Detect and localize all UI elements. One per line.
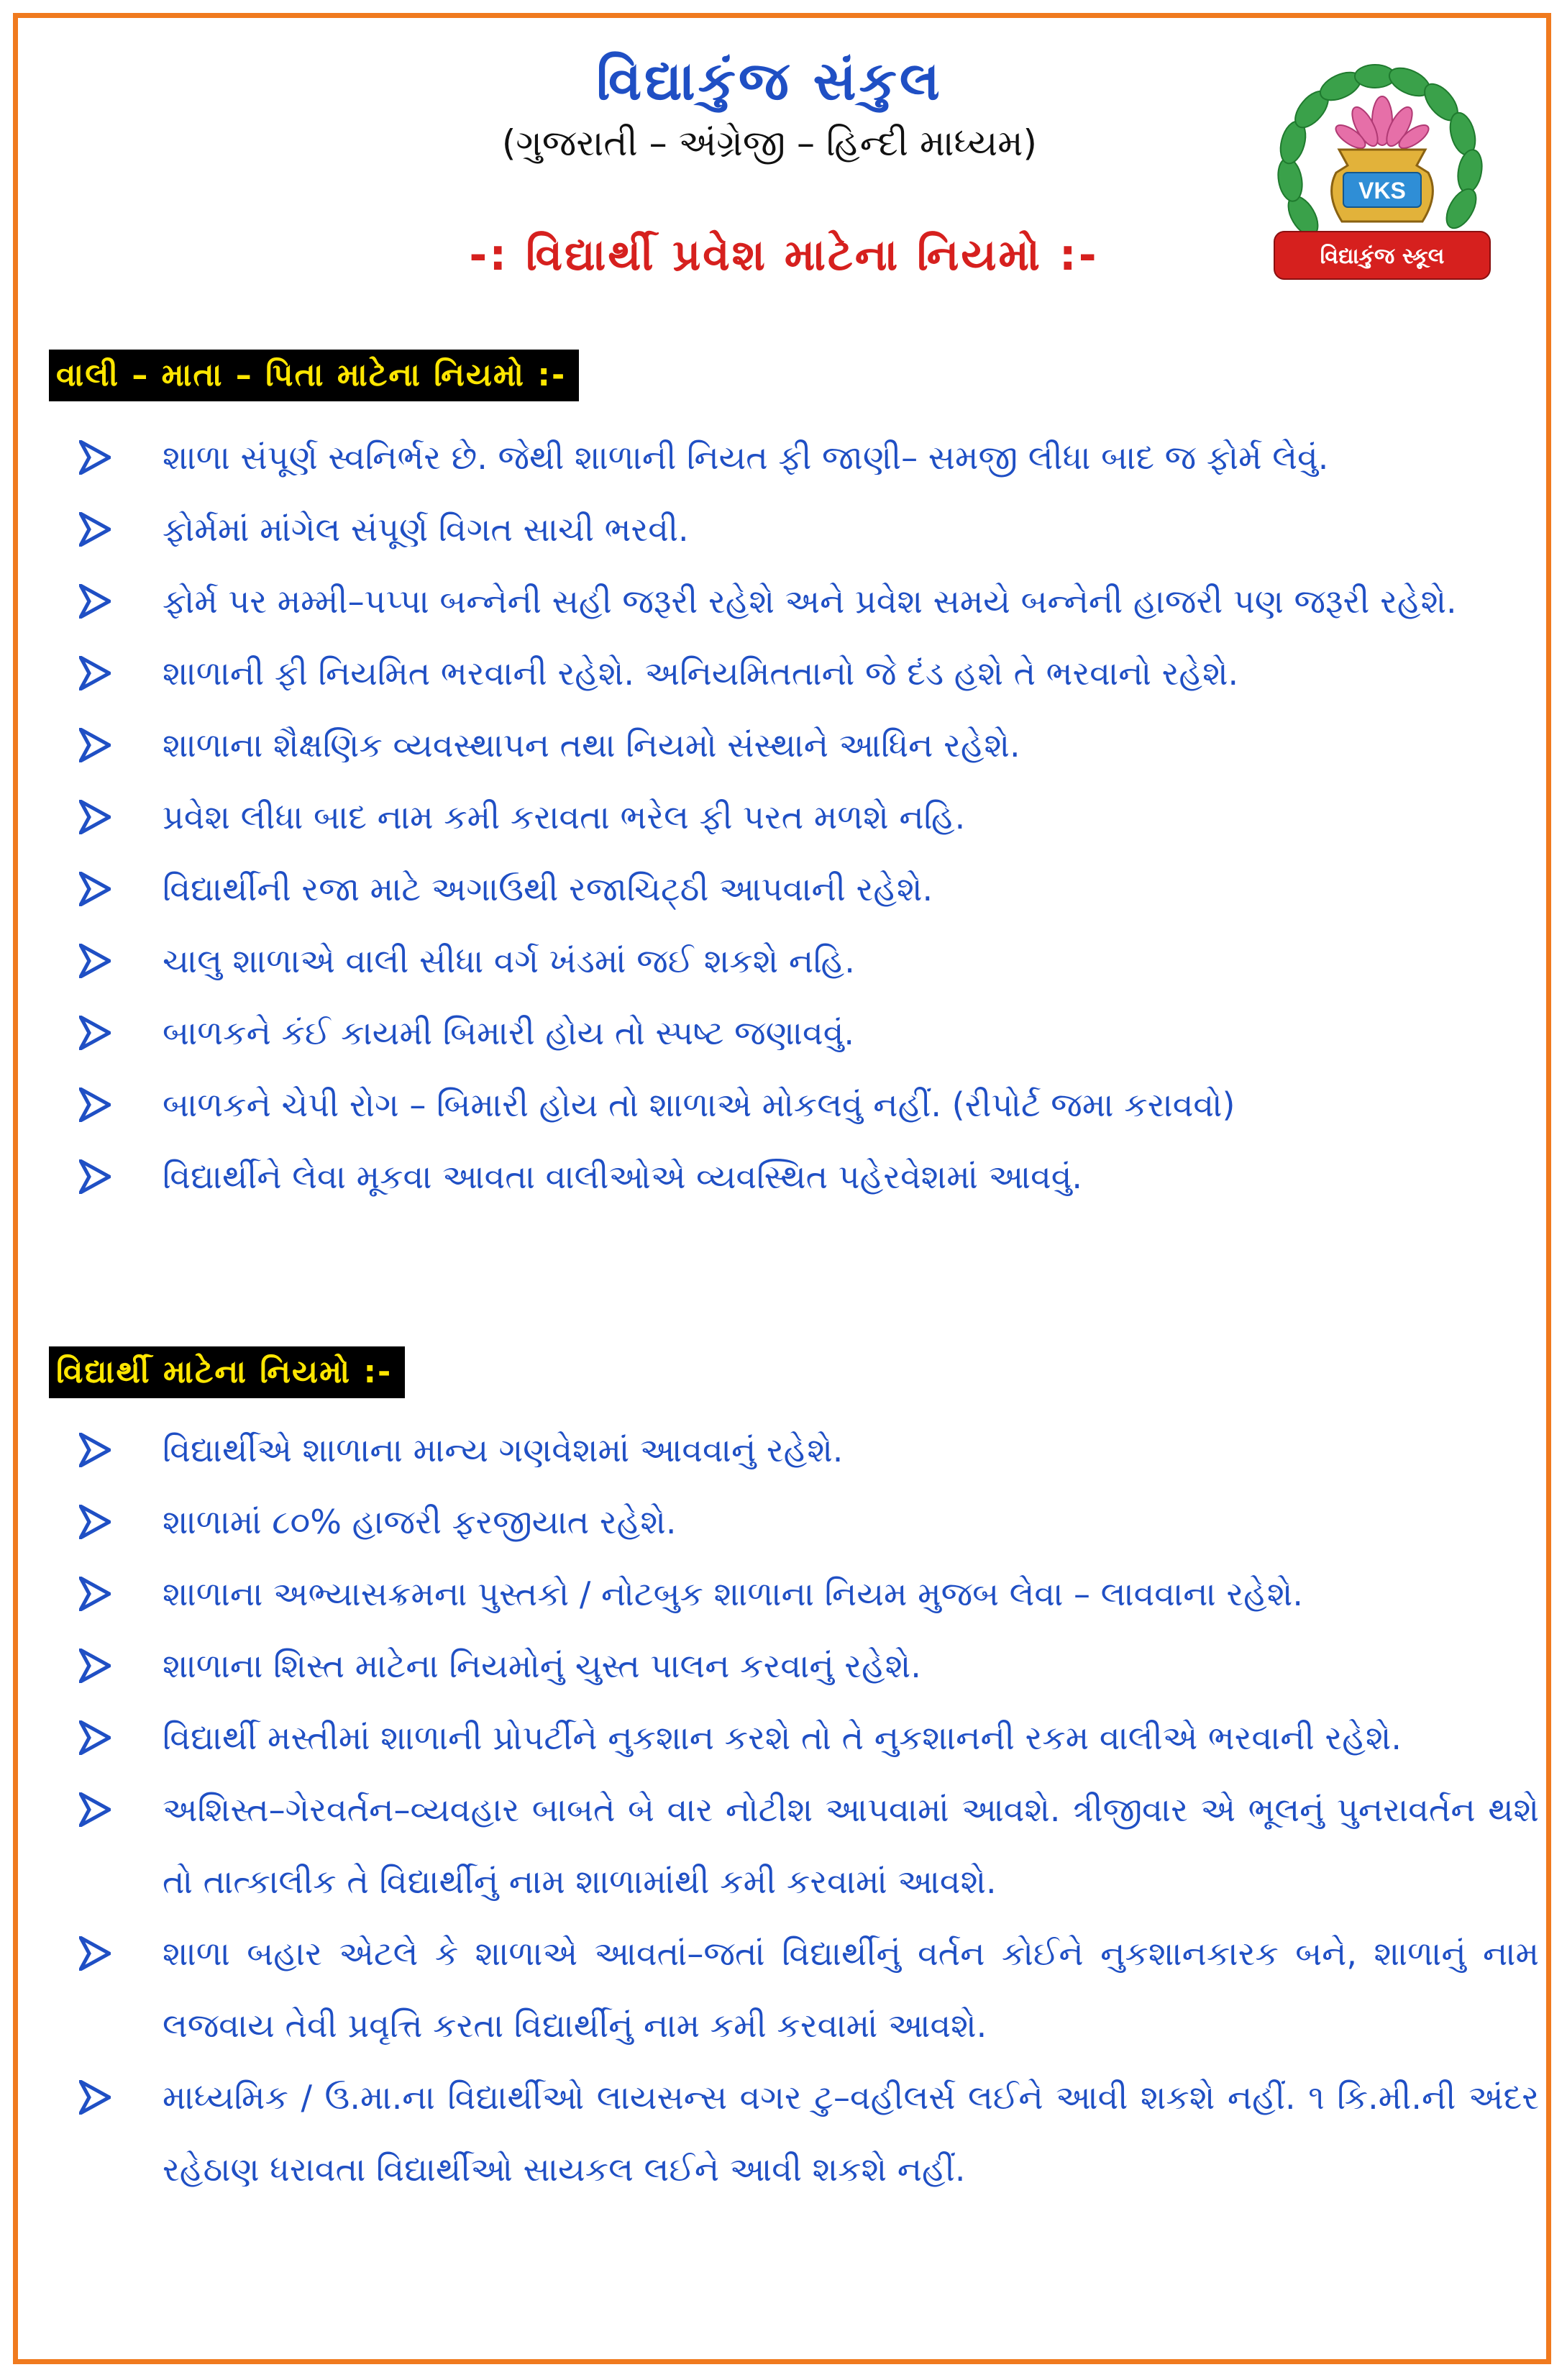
rule-text: વિદ્યાર્થીને લેવા મૂકવા આવતા વાલીઓએ વ્યવસ્થિત પહેરવેશમાં આવવું. [163,1157,1083,1196]
rule-text: શાળા સંપૂર્ણ સ્વનિર્ભર છે. જેથી શાળાની નિયત ફી જાણી– સમજી લીધા બાદ જ ફોર્મ લેવું. [163,438,1329,477]
rule-text: શાળામાં ૮૦% હાજરી ફરજીયાત રહેશે. [163,1503,677,1541]
students-rules-heading: વિદ્યાર્થી માટેના નિયમો :- [49,1346,405,1398]
arrow-bullet-icon [79,1486,163,1558]
arrow-bullet-icon [79,1702,163,1774]
rule-text: શાળાના અભ્યાસક્રમના પુસ્તકો / નોટબુક શાળાના નિયમ મુજબ લેવા – લાવવાના રહેશે. [163,1574,1303,1613]
list-item [79,997,1539,1069]
list-item [79,853,1539,925]
list-item [79,493,1539,565]
rule-text: શાળાની ફી નિયમિત ભરવાની રહેશે. અનિયમિતતાનો જે દંડ હશે તે ભરવાનો રહેશે. [163,654,1239,693]
arrow-bullet-icon [79,1558,163,1630]
list-item [79,1486,1539,1558]
list-item [79,1414,1539,1486]
arrow-bullet-icon [79,709,163,781]
rule-text: અશિસ્ત–ગેરવર્તન–વ્યવહાર બાબતે બે વાર નોટીશ આપવામાં આવશે. ત્રીજીવાર એ ભૂલનું પુનરાવર્તન થશે તો તાત્કાલીક તે વિદ્યાર્થીનું નામ શાળામાંથી કમી કરવામાં આવશે. [163,1790,1539,1901]
list-item [79,781,1539,853]
rule-text: વિદ્યાર્થીની રજા માટે અગાઉથી રજાચિટ્ઠી આપવાની રહેશે. [163,870,933,908]
list-item [79,1918,1539,2061]
arrow-bullet-icon [79,421,163,493]
parents-rules-list [79,421,1539,1213]
rule-text: પ્રવેશ લીધા બાદ નામ કમી કરાવતા ભરેલ ફી પરત મળશે નહિ. [163,798,966,836]
school-logo [1260,58,1504,288]
list-item [79,1702,1539,1774]
arrow-bullet-icon [79,1774,163,1846]
arrow-bullet-icon [79,997,163,1069]
arrow-bullet-icon [79,925,163,997]
rule-text: શાળા બહાર એટલે કે શાળાએ આવતાં–જતાં વિદ્યાર્થીનું વર્તન કોઈને નુકશાનકારક બને, શાળાનું નામ લજવાય તેવી પ્રવૃત્તિ કરતા વિદ્યાર્થીનું નામ કમી કરવામાં આવશે. [163,1934,1539,2045]
arrow-bullet-icon [79,853,163,925]
arrow-bullet-icon [79,781,163,853]
students-rules-list [79,1414,1539,2205]
logo-banner-text: વિદ્યાકુંજ સ્કૂલ [1320,244,1445,269]
rule-text: વિદ્યાર્થીએ શાળાના માન્ય ગણવેશમાં આવવાનું રહેશે. [163,1431,844,1469]
list-item [79,1558,1539,1630]
page-title: -: વિદ્યાર્થી પ્રવેશ માટેના નિયમો :- [469,230,1099,281]
list-item [79,1141,1539,1213]
list-item [79,1069,1539,1141]
rule-text: ચાલુ શાળાએ વાલી સીધા વર્ગ ખંડમાં જઈ શકશે નહિ. [163,941,855,980]
arrow-bullet-icon [79,493,163,565]
rule-text: માધ્યમિક / ઉ.મા.ના વિદ્યાર્થીઓ લાયસન્સ વગર ટુ–વહીલર્સ લઈને આવી શકશે નહીં. ૧ કિ.મી.ની અંદર રહેઠાણ ધરાવતા વિદ્યાર્થીઓ સાયકલ લઈને આવી શકશે નહીં. [163,2078,1539,2189]
list-item [79,1774,1539,1918]
list-item [79,925,1539,997]
arrow-bullet-icon [79,2061,163,2133]
rule-text: શાળાના શૈક્ષણિક વ્યવસ્થાપન તથા નિયમો સંસ્થાને આધિન રહેશે. [163,726,1020,765]
rule-text: બાળકને કંઈ કાયમી બિમારી હોય તો સ્પષ્ટ જણાવવું. [163,1013,854,1052]
arrow-bullet-icon [79,637,163,709]
medium-subtitle: (ગુજરાતી – અંગ્રેજી – હિન્દી માધ્યમ) [501,122,1038,164]
lotus-kalash-icon [1260,58,1504,288]
parents-rules-heading: વાલી – માતા – પિતા માટેના નિયમો :- [49,350,579,401]
arrow-bullet-icon [79,1141,163,1213]
arrow-bullet-icon [79,1630,163,1702]
rule-text: બાળકને ચેપી રોગ – બિમારી હોય તો શાળાએ મોકલવું નહીં. (રીપોર્ટ જમા કરાવવો) [163,1085,1235,1124]
arrow-bullet-icon [79,1918,163,1989]
rule-text: શાળાના શિસ્ત માટેના નિયમોનું ચુસ્ત પાલન કરવાનું રહેશે. [163,1646,921,1685]
arrow-bullet-icon [79,1069,163,1141]
list-item [79,1630,1539,1702]
list-item [79,2061,1539,2205]
logo-initials: VKS [1358,178,1406,204]
list-item [79,709,1539,781]
rule-text: વિદ્યાર્થી મસ્તીમાં શાળાની પ્રોપર્ટીને નુકશાન કરશે તો તે નુકશાનની રકમ વાલીએ ભરવાની રહેશે. [163,1718,1402,1757]
school-name: વિદ્યાકુંજ સંકુલ [596,50,943,112]
list-item [79,565,1539,637]
arrow-bullet-icon [79,1414,163,1486]
list-item [79,421,1539,493]
list-item [79,637,1539,709]
rule-text: ફોર્મમાં માંગેલ સંપૂર્ણ વિગત સાચી ભરવી. [163,510,689,549]
arrow-bullet-icon [79,565,163,637]
rule-text: ફોર્મ પર મમ્મી–પપ્પા બન્નેની સહી જરૂરી રહેશે અને પ્રવેશ સમયે બન્નેની હાજરી પણ જરૂરી રહેશે. [163,582,1457,621]
